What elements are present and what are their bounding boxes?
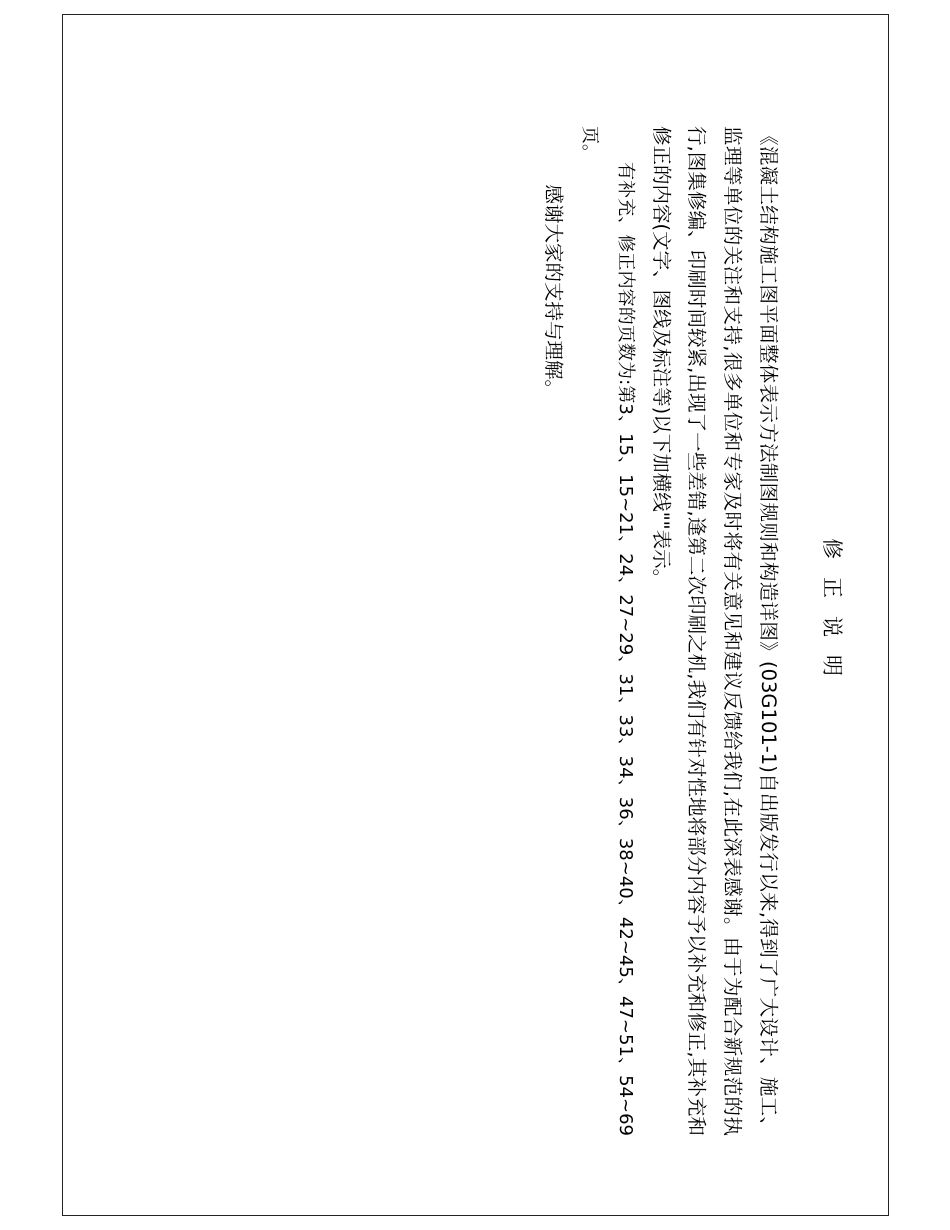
document-body <box>535 126 786 1136</box>
rotated-sheet <box>63 15 890 1217</box>
paragraph-intro: 《混凝土结构施工图平面整体表示方法制图规则和构造详图》(03G101-1)自出版发行以来,得到了广大设计、施工、监理等单位的关注和支持,很多单位和专家及时将有关意见和建议反馈给我们,在此深表感谢。由于为配合新规范的执行,图集修编、印刷时间较紧,出现了一些差错,逢第二次印刷之机,我们有针对性地将部分内容予以补充和修正,其补充和修正的内容(文字、图线及标注等)以下加横线""表示。 <box>649 126 780 1136</box>
paragraph-pages: 有补充、修正内容的页数为:第3、15、15~21、24、27~29、31、33、34、36、38~40、42~45、47~51、54~69页。 <box>579 126 636 1136</box>
page-border <box>62 14 889 1216</box>
paragraph-thanks: 感谢大家的支持与理解。 <box>542 184 566 400</box>
page-title: 修正说明 <box>820 538 844 694</box>
